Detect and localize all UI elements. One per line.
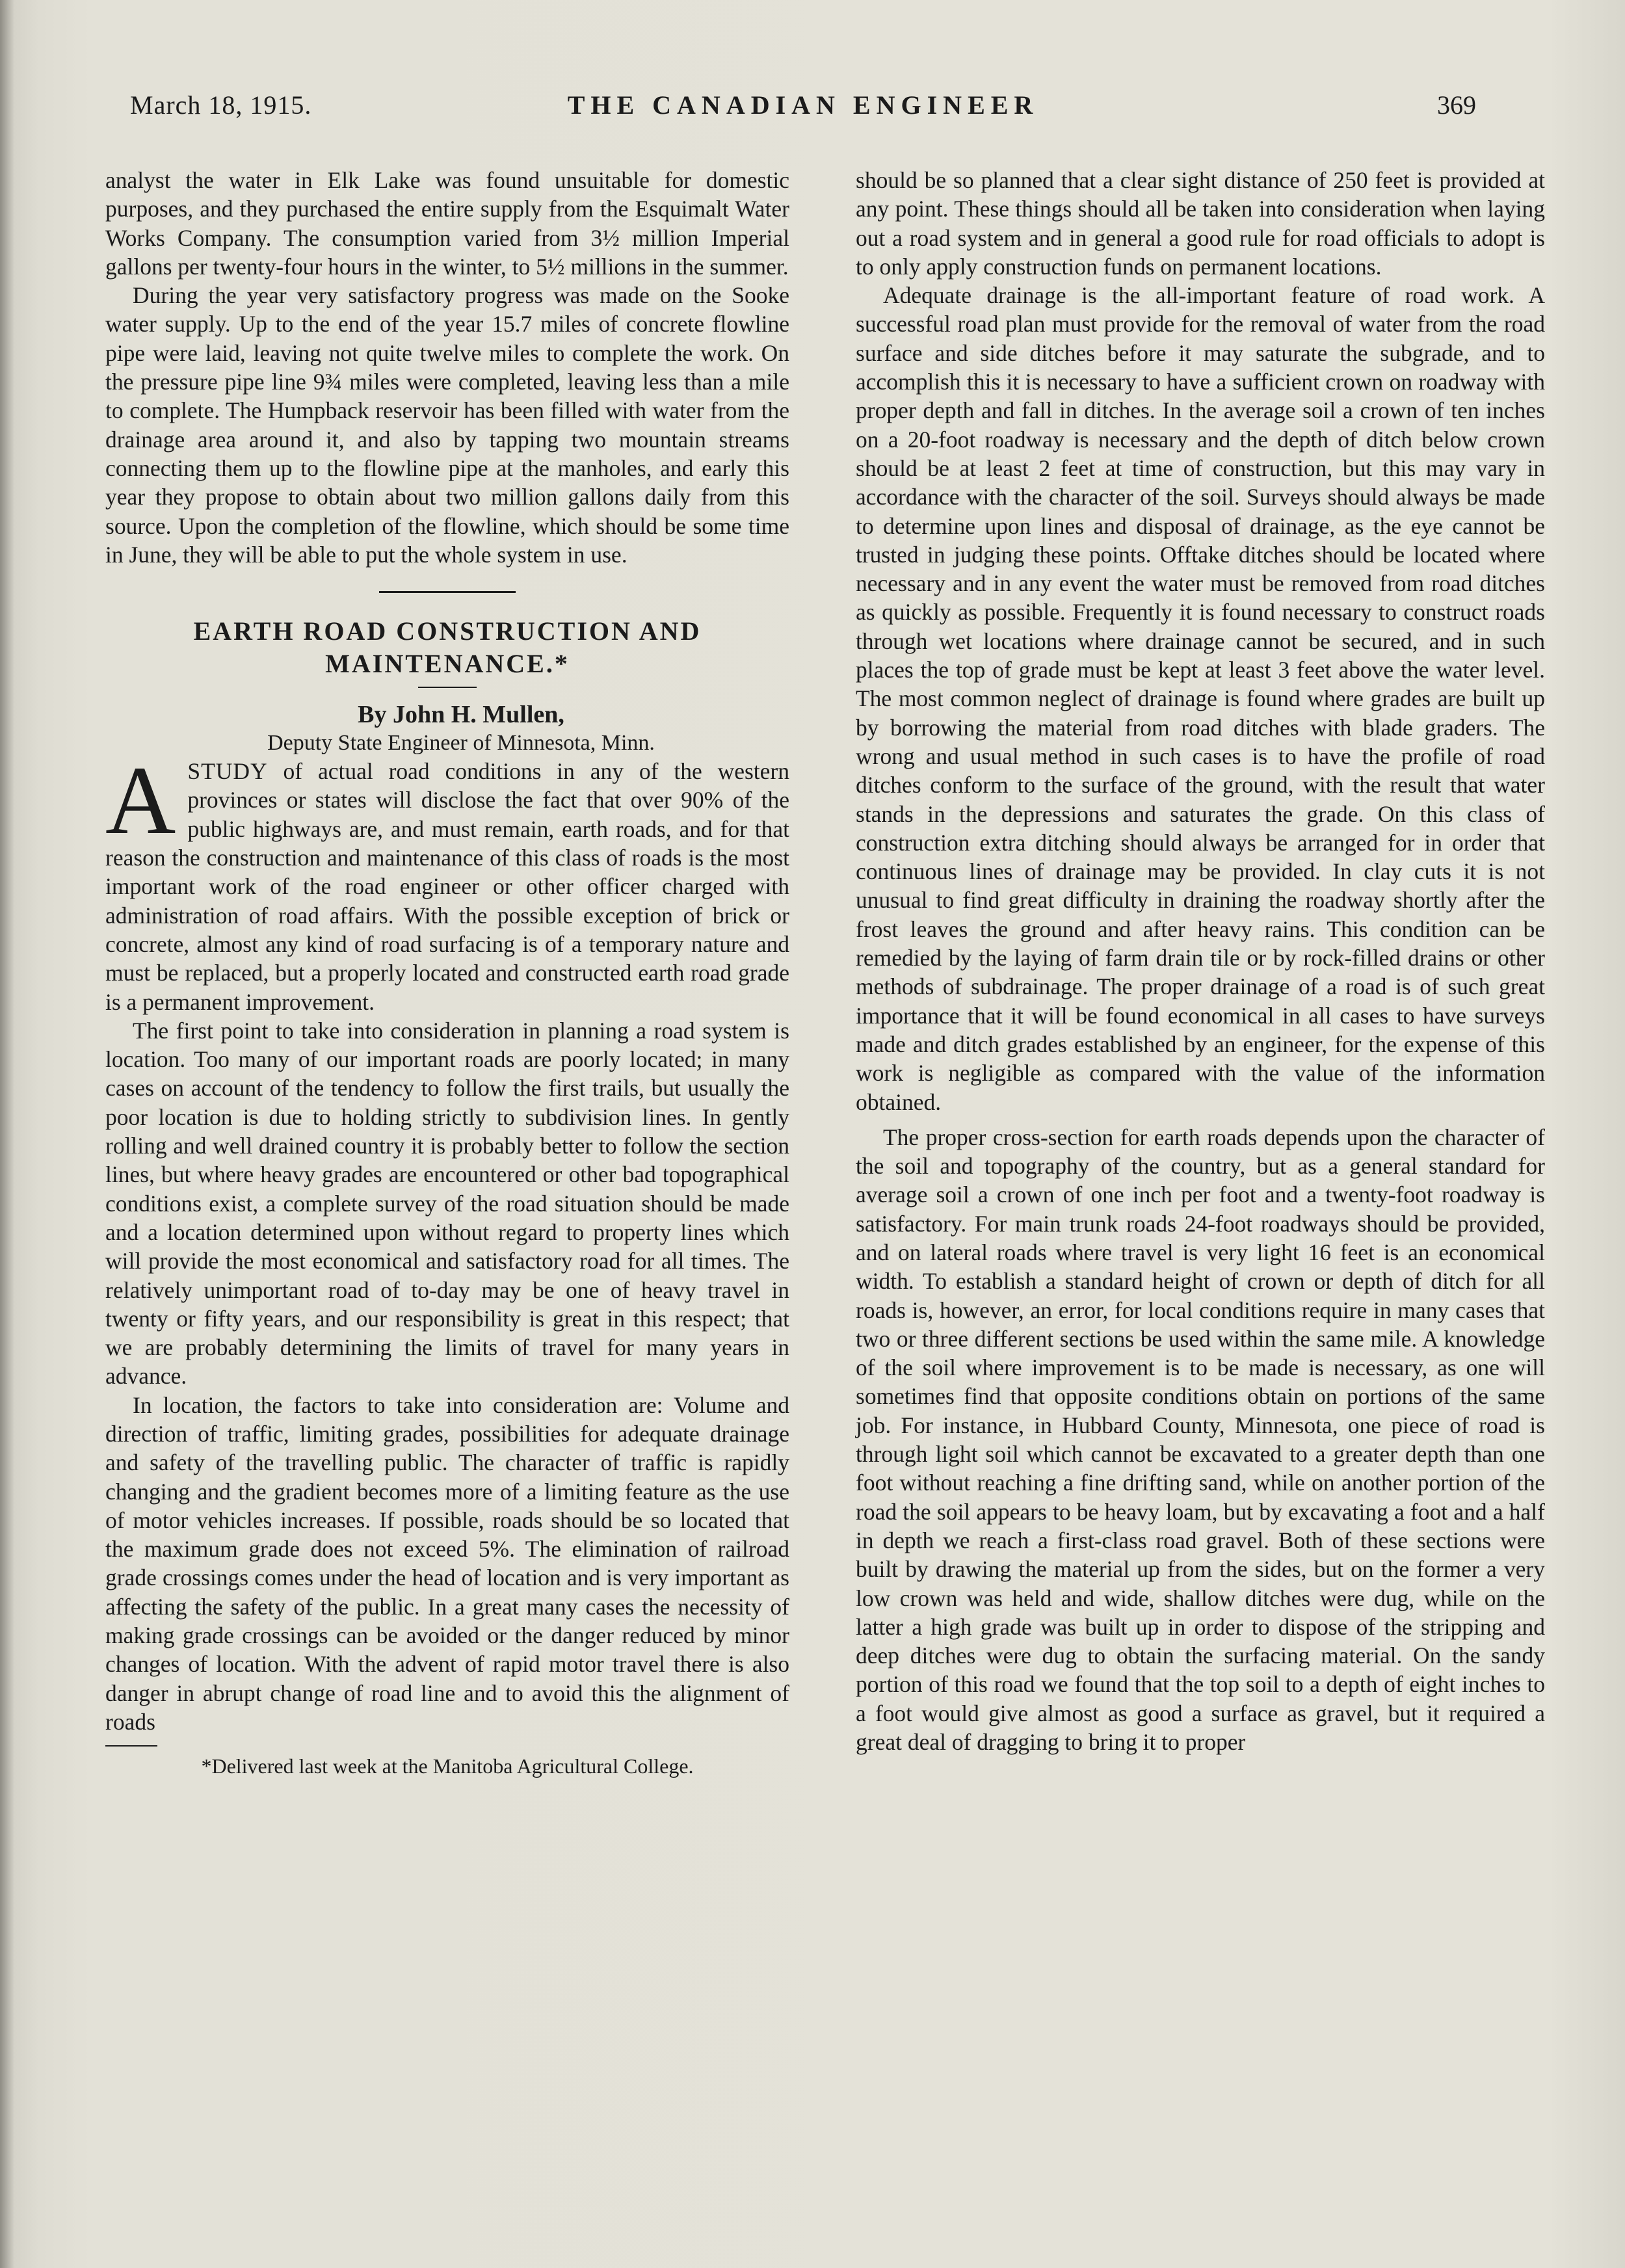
right-column <box>856 166 1545 1756</box>
drop-cap: A <box>105 746 176 855</box>
section-divider <box>379 591 516 593</box>
left-column <box>105 166 789 1779</box>
opening-text: of actual road conditions in any of the western provinces or states will disclose the fact that over 90% of the public highways are, and must remain, earth roads, and for that reason the construction and maintenance of this class of roads is the most important work of the road engineer or other officer charged with administration of road affairs. With the possible exception of brick or concrete, almost any kind of road surfacing is of a temporary nature and must be replaced, but a properly located and constructed earth road grade is a permanent improvement. <box>105 758 789 1015</box>
author-byline: By John H. Mullen, <box>358 701 564 729</box>
article-title <box>105 615 789 680</box>
book-spine-shadow <box>0 0 14 2268</box>
page-header <box>130 90 1476 129</box>
opening-word: STUDY <box>187 758 268 785</box>
article-title-line-2: MAINTENANCE.* <box>325 649 570 679</box>
paragraph: The first point to take into consideration in planning a road system is location. Too many of our important roads are poorly located; in many cases on account of the tendency to follow the first trails, but usually the poor location is due to holding strictly to subdivision lines. In gently rolling and well drained country it is probably better to follow the section lines, but where heavy grades are encountered or other bad topographical conditions exist, a complete survey of the road situation should be made and a location determined upon without regard to property lines which will provide the most economical and satisfactory road for all times. The relatively unimportant road of to-day may be one of heavy travel in twenty or fifty years, and our responsibility is great in this respect; that we are probably determining the limits of travel for many years in advance. <box>105 1017 789 1390</box>
footnote: *Delivered last week at the Manitoba Agricultural College. <box>201 1754 694 1778</box>
paragraph: In location, the factors to take into consideration are: Volume and direction of traffic, limiting grades, possibilities for adequate drainage and safety of the travelling public. The character of traffic is rapidly changing and the gradient becomes more of a limiting feature as the use of motor vehicles increases. If possible, roads should be so located that the maximum grade does not exceed 5%. The elimination of railroad grade crossings comes under the head of location and is very important as affecting the safety of the public. In a great many cases the necessity of making grade crossings can be avoided or the danger reduced by minor changes of location. With the advent of rapid motor travel there is also danger in abrupt change of road line and to avoid this the alignment of roads <box>105 1391 789 1735</box>
continued-paragraph: should be so planned that a clear sight distance of 250 feet is provided at any point. These things should all be taken into consideration when laying out a road system and in general a good rule for road officials to adopt is to only apply construction funds on permanent locations. <box>856 167 1545 280</box>
paragraph: The proper cross-section for earth roads depends upon the character of the soil and topography of the country, but as a general standard for average soil a crown of one inch per foot and a twenty-foot roadway is satisfactory. For main trunk roads 24-foot roadways should be provided, and on lateral roads where travel is very light 16 feet is an economical width. To establish a standard height of crown or depth of ditch for all roads is, however, an error, for local conditions require in many cases that two or three different sections be used within the same mile. A knowledge of the soil where improvement is to be made is necessary, as one will sometimes find that opposite conditions obtain on portions of the same job. For instance, in Hubbard County, Minnesota, one piece of road is through light soil which cannot be excavated to a greater depth than one foot without reaching a fine drifting sand, while on another portion of the road the soil appears to be heavy loam, but by excavating a foot and a half in depth we reach a first-class road gravel. Both of these sections were built by drawing the material up from the sides, but on the former a very low crown was held and wide, shallow ditches were dug, while on the latter a high grade was built up in order to dispose of the stripping and deep ditches were dug to obtain the surfacing material. On the sandy portion of this road we found that the top soil to a depth of eight inches to a foot would give almost as good a surface as gravel, but it required a great deal of dragging to bring it to proper <box>856 1124 1545 1756</box>
continued-paragraph: analyst the water in Elk Lake was found unsuitable for domestic purposes, and they purchased the entire supply from the Esquimalt Water Works Company. The consumption varied from 3½ million Imperial gallons per twenty-four hours in the winter, to 5½ millions in the summer. <box>105 167 789 280</box>
issue-date: March 18, 1915. <box>130 90 312 120</box>
page-number: 369 <box>1437 90 1476 120</box>
article-title-line-1: EARTH ROAD CONSTRUCTION AND <box>193 616 702 646</box>
author-affiliation: Deputy State Engineer of Minnesota, Minn. <box>267 731 655 756</box>
journal-title: THE CANADIAN ENGINEER <box>567 90 1039 120</box>
footnote-rule <box>105 1745 157 1747</box>
paragraph: Adequate drainage is the all-important feature of road work. A successful road plan must provide for the removal of water from the road surface and side ditches before it may saturate the subgrade, and to accomplish this it is necessary to have a sufficient crown on roadway with proper depth and fall in ditches. In the average soil a crown of ten inches on a 20-foot roadway is necessary and the depth of ditch below crown should be at least 2 feet at time of construction, but this may vary in accordance with the character of the soil. Surveys should always be made to determine upon lines and disposal of drainage, as the eye cannot be trusted in judging these points. Offtake ditches should be located where necessary and in any event the water must be removed from road ditches as quickly as possible. Frequently it is found necessary to construct roads through wet locations where drainage cannot be secured, and in such places the top of grade must be kept at least 3 feet above the water level. The most common neglect of drainage is found where grades are built up by borrowing the material from road ditches with blade graders. The wrong and usual method in such cases is to have the profile of road ditches conform to the surface of the ground, with the result that water stands in the depressions and saturates the grade. On this class of construction extra ditching should always be arranged for in order that continuous lines of drainage may be provided. In clay cuts it is not unusual to find great difficulty in draining the roadway shortly after the frost leaves the ground and after heavy rains. This condition can be remedied by the laying of farm drain tile or by rock-filled drains or other methods of subdrainage. The proper drainage of a road is of such great importance that it will be found economical in all cases to have surveys made and ditch grades established by an engineer, for the expense of this work is negligible as compared with the value of the information obtained. <box>856 282 1545 1115</box>
paragraph: During the year very satisfactory progress was made on the Sooke water supply. Up to the end of the year 15.7 miles of concrete flowline pipe were laid, leaving not quite twelve miles to complete the work. On the pressure pipe line 9¾ miles were completed, leaving less than a mile to complete. The Humpback reservoir has been filled with water from the drainage area around it, and also by tapping two mountain streams connecting them up to the flowline pipe at the manholes, and early this year they propose to obtain about two million gallons daily from this source. Upon the completion of the flowline, which should be some time in June, they will be able to put the whole system in use. <box>105 282 789 568</box>
title-underline <box>418 687 477 688</box>
opening-paragraph <box>105 746 789 1016</box>
